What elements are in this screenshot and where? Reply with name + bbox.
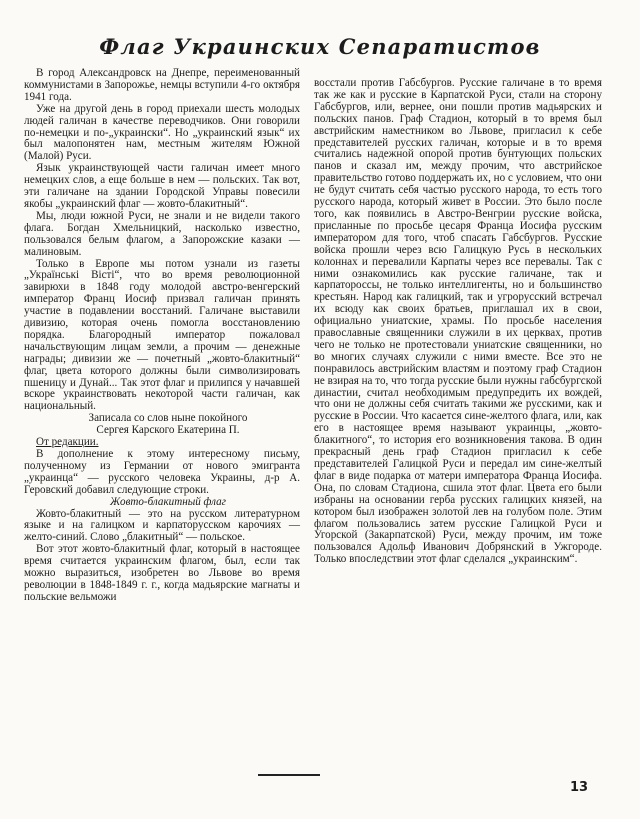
paragraph: Жовто-блакитный — это на русском литературном языке и на галицком и карпаторусском карочиях — желто-синий. Слово „блакитный“ — польское. xyxy=(24,507,300,544)
page-number: 13 xyxy=(570,780,589,795)
end-ornament-rule xyxy=(258,774,320,776)
paragraph: Мы, люди южной Руси, не знали и не видели такого флага. Богдан Хмельницкий, насколько известно, пользовался белым флагом, а Запорожские казаки — малиновым. xyxy=(24,209,300,258)
editorial-heading: От редакции. xyxy=(36,436,99,449)
section-subheading: Жовто-блакитный флаг xyxy=(110,495,226,508)
right-column xyxy=(314,78,602,566)
editorial-paragraph: В дополнение к этому интересному письму, полученному из Германии от нового эмигранта „украинца“ — русского человека Украины, д-р А. Геровский добавил следующие строки. xyxy=(24,448,300,496)
paragraph: В город Александровск на Днепре, переименованный коммунистами в Запорожье, немцы вступили 4-го октября 1941 года. xyxy=(24,67,300,103)
paragraph: восстали против Габсбургов. Русские галичане в то время так же как и русские в Карпатской Руси, стали на сторону Габсбургов, или, вернее, они пошли против мадьярских и польских панов. Граф Стадион, который в то время был австрийским наместником во Львове, пригласил к себе представителей русских галичан, которые и в то время считались надежной опорой против бунтующих польских панов и сказал им, между прочим, что австрийское правительство готово поддержать их, но с условием, что они не будут считать себя частью русского народа, то есть того русского народа, который живет в России. Это было после того, как появились в Австро-Венгрии русские войска, присланные по просьбе цесаря Франца Иосифа русским императором для того, чтоб спасать Габсбургов. Русские войска прошли через всю Галицкую Русь в нескольких колоннах и перевалили Карпаты через все перевалы. Так с ними ознакомились как русские галичане, так и карпатороссы, не только интеллигенты, но и большинство крестьян. Народ как галицкий, так и угрорусский встречал их всюду как своих братьев, приглашал их в свои, официально униатские, храмы. По просьбе населения православные священники служили в их церквах, против чего не только не протестовали униатские священники, но во многих случаях служили с ними вместе. Все это не понравилось австрийским властям и поэтому граф Стадион не взирая на то, что тогда русские были нужны габсбургской династии, считал необходимым предупредить их вождей, что они не должны себя считать такими же русскими, как и русские в России. Что касается сине-желтого флага, или, как его в настоящее время называют украинцы, „жовто-блакитного“, то история его возникновения такова. В один прекрасный день граф Стадион пригласил к себе представителей Галицкой Руси и передал им сине-желтый флаг в виде подарка от матери императора Франца Иосифа. Она, по словам Стадиона, сшила этот флаг. Цвета его были избраны на основании герба русских галицких князей, на котором был изображен золотой лев на голубом поле. Этим флагом пользовались затем русские Галицкой Руси и Угорской (Закарпатской) Руси, между прочим, им тоже пользовался Адольф Иванович Добрянский в Ужгороде. Только впоследствии этот флаг сделался „украинским“. xyxy=(314,77,602,566)
left-column xyxy=(24,68,300,604)
signature-author: Сергея Карского Екатерина П. xyxy=(96,424,240,437)
article-title: Флаг Украинских Сепаратистов xyxy=(99,34,541,59)
paragraph: Язык украинствующей части галичан имеет много немецких слов, а еще больше в нем — польских. Так вот, эти галичане на здании Городской Управы повесили якобы „украинский флаг — жовто-блакитный“. xyxy=(24,162,300,210)
paragraph: Только в Европе мы потом узнали из газеты „Українські Вісті“, что во время революционной завирюхи в 1848 году молодой австро-венгерский император Франц Иосиф призвал галичан принять участие в подавлении восстаний. Галичане выставили дивизию, которая очень помогла восстановлению порядка. Благородный император пожаловал начальствующим лицам земли, а прочим — денежные награды; дивизии же — почетный „жовто-блакитный“ флаг, цвета которого должны были символизировать пшеницу и Дунай... Так этот флаг и прилипся у начавшей вскоре украинствовать некоторой части галичан, как национальный. xyxy=(24,257,300,413)
paragraph: Уже на другой день в город приехали шесть молодых людей галичан в качестве переводчиков. Они говорили по-немецки и по-„украински“. Но „украинский язык“ их был малопонятен нам, местным жителям Южной (Малой) Руси. xyxy=(24,102,300,163)
paragraph: Вот этот жовто-блакитный флаг, который в настоящее время считается украинским флагом, был, если так можно выразиться, изобретен во Львове во время революции в 1848-1849 г. г., когда мадьярские магнаты и польские вельможи xyxy=(24,543,300,603)
signature-line: Записала со слов ныне покойного xyxy=(88,412,248,425)
